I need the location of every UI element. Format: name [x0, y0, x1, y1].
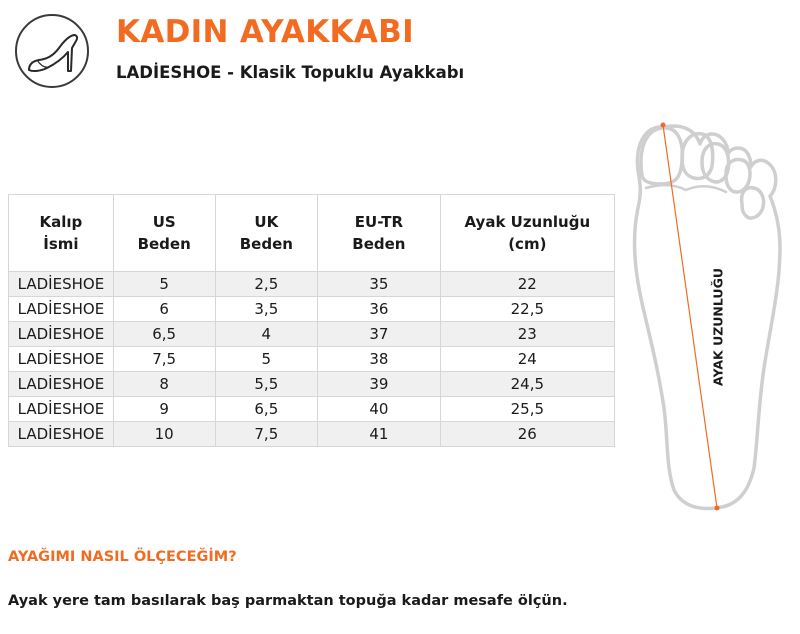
header-line: EU-TR [354, 213, 403, 231]
cell-foot-length: 26 [440, 422, 614, 447]
shoe-logo [15, 14, 89, 88]
header-line: Kalıp [39, 213, 83, 231]
cell-us: 6 [113, 297, 215, 322]
cell-uk: 4 [215, 322, 318, 347]
cell-eu-tr: 37 [318, 322, 441, 347]
cell-us: 8 [113, 372, 215, 397]
cell-us: 9 [113, 397, 215, 422]
cell-uk: 5 [215, 347, 318, 372]
instructions-text: Ayak yere tam basılarak baş parmaktan topuğa kadar mesafe ölçün. [8, 593, 568, 609]
foot-length-label: AYAK UZUNLUĞU [710, 268, 726, 386]
fifth-toe [742, 188, 764, 218]
cell-foot-length: 25,5 [440, 397, 614, 422]
header-uk-size [215, 195, 318, 272]
measure-end-dot [715, 506, 720, 511]
header-line: Beden [239, 235, 293, 253]
cell-model: LADİESHOE [9, 322, 114, 347]
cell-eu-tr: 35 [318, 272, 441, 297]
cell-eu-tr: 41 [318, 422, 441, 447]
instructions-title: AYAĞIMI NASIL ÖLÇECEĞİM? [8, 549, 237, 565]
table-row [9, 422, 615, 447]
cell-eu-tr: 36 [318, 297, 441, 322]
cell-us: 6,5 [113, 322, 215, 347]
cell-foot-length: 22,5 [440, 297, 614, 322]
cell-model: LADİESHOE [9, 347, 114, 372]
header-line: Ayak Uzunluğu [464, 213, 591, 231]
header-line: Beden [137, 235, 191, 253]
table-row [9, 297, 615, 322]
table-row [9, 322, 615, 347]
cell-foot-length: 24 [440, 347, 614, 372]
cell-uk: 7,5 [215, 422, 318, 447]
cell-model: LADİESHOE [9, 297, 114, 322]
cell-model: LADİESHOE [9, 397, 114, 422]
cell-eu-tr: 38 [318, 347, 441, 372]
cell-model: LADİESHOE [9, 272, 114, 297]
header-line: US [152, 213, 176, 231]
cell-eu-tr: 40 [318, 397, 441, 422]
cell-foot-length: 23 [440, 322, 614, 347]
cell-uk: 2,5 [215, 272, 318, 297]
header-line: İsmi [43, 235, 79, 253]
header-line: UK [254, 213, 279, 231]
table-row [9, 372, 615, 397]
cell-foot-length: 24,5 [440, 372, 614, 397]
cell-eu-tr: 39 [318, 372, 441, 397]
header-eu-tr-size [318, 195, 441, 272]
header-us-size [113, 195, 215, 272]
cell-us: 10 [113, 422, 215, 447]
header-foot-length [440, 195, 614, 272]
header-model-name [9, 195, 114, 272]
measure-start-dot [661, 123, 666, 128]
size-chart-table [8, 194, 615, 447]
header-line: (cm) [508, 235, 547, 253]
table-header-row [9, 195, 615, 272]
measure-line [663, 125, 717, 508]
page-title: KADIN AYAKKABI [116, 14, 414, 50]
cell-us: 7,5 [113, 347, 215, 372]
cell-model: LADİESHOE [9, 372, 114, 397]
page-subtitle: LADİESHOE - Klasik Topuklu Ayakkabı [116, 63, 465, 82]
cell-uk: 3,5 [215, 297, 318, 322]
table-row [9, 347, 615, 372]
cell-model: LADİESHOE [9, 422, 114, 447]
toe-crease [646, 185, 726, 192]
cell-foot-length: 22 [440, 272, 614, 297]
big-toe [641, 128, 682, 184]
cell-us: 5 [113, 272, 215, 297]
header-line: Beden [352, 235, 406, 253]
table-row [9, 397, 615, 422]
cell-uk: 6,5 [215, 397, 318, 422]
cell-uk: 5,5 [215, 372, 318, 397]
table-row [9, 272, 615, 297]
high-heel-shoe-icon [25, 26, 81, 78]
